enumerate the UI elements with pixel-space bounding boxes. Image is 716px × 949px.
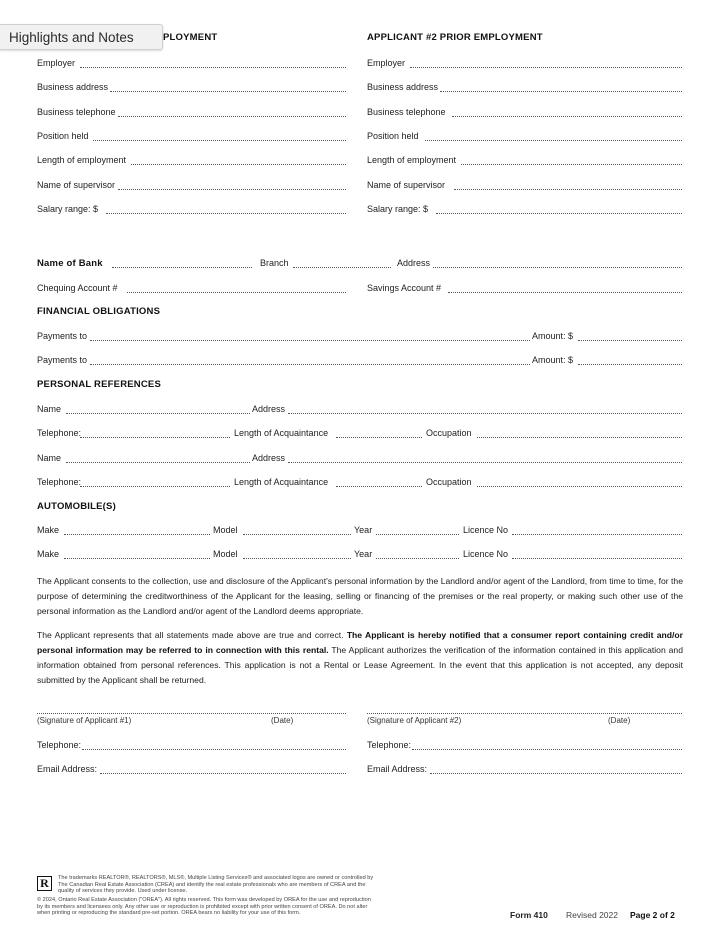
revised-date: Revised 2022	[566, 910, 618, 920]
representation-text-2: The Applicant authorizes the verification of the information contained in this application and information obtained from personal references. This application is not a Rental or Lease Agreement. In the event that this application is not accepted, any deposit submitted by the Applicant shall be returned.	[37, 645, 683, 685]
ref2-name-field[interactable]	[66, 462, 250, 463]
bank-name-label: Name of Bank	[37, 258, 103, 269]
a2-salary-field[interactable]	[436, 213, 682, 214]
realtor-logo: R	[37, 876, 52, 891]
a1-business-telephone-field[interactable]	[118, 116, 346, 117]
trademark-notice	[58, 875, 373, 895]
trademark-line-1: The trademarks REALTOR®, REALTORS®, MLS®, Multiple Listing Services® and associated logos are owned or controlled by	[58, 875, 374, 881]
ref2-occupation-label: Occupation	[426, 477, 472, 487]
bank-branch-label: Branch	[260, 258, 289, 268]
ref2-address-field[interactable]	[288, 462, 682, 463]
copyright-line-3: when printing or reproducing the standard pre-set portion. OREA bears no liability for your use of this form.	[37, 910, 301, 917]
bank-address-label: Address	[397, 258, 431, 268]
a1-salary-label: Salary range: $	[37, 204, 99, 214]
ref1-address-field[interactable]	[288, 413, 682, 414]
ref2-acquaintance-label: Length of Acquaintance	[234, 477, 329, 487]
sig2-email-label: Email Address:	[367, 764, 428, 774]
a1-employer-field[interactable]	[80, 67, 346, 68]
auto1-model-label: Model	[213, 525, 238, 535]
auto2-licence-field[interactable]	[512, 558, 682, 559]
amount-label-2: Amount: $	[532, 355, 574, 365]
chequing-account-label: Chequing Account #	[37, 283, 118, 293]
form-number: Form 410	[510, 910, 548, 920]
a2-business-address-label: Business address	[367, 82, 439, 92]
ref1-telephone-field[interactable]	[80, 437, 230, 438]
a2-position-held-field[interactable]	[425, 140, 682, 141]
a1-salary-field[interactable]	[106, 213, 346, 214]
auto2-year-field[interactable]	[376, 558, 459, 559]
a2-length-employment-field[interactable]	[461, 164, 682, 165]
auto1-year-label: Year	[354, 525, 373, 535]
ref1-address-label: Address	[252, 404, 286, 414]
chequing-account-field[interactable]	[127, 292, 346, 293]
personal-references-heading: PERSONAL REFERENCES	[37, 379, 161, 390]
auto1-licence-field[interactable]	[512, 534, 682, 535]
auto2-model-label: Model	[213, 549, 238, 559]
automobiles-heading: AUTOMOBILE(S)	[37, 501, 116, 512]
sig2-line[interactable]	[367, 713, 682, 714]
ref2-telephone-field[interactable]	[80, 486, 230, 487]
representation-paragraph	[37, 628, 683, 688]
sig1-telephone-field[interactable]	[82, 749, 346, 750]
consumer-report-notice: The Applicant is hereby notified that a consumer report containing credit and/or personal information may be referred to in connection with this rental.	[37, 630, 683, 655]
bank-branch-field[interactable]	[293, 267, 391, 268]
a1-supervisor-label: Name of supervisor	[37, 180, 116, 190]
a2-supervisor-label: Name of supervisor	[367, 180, 446, 190]
a1-length-employment-label: Length of employment	[37, 155, 127, 165]
payments-to-field-2[interactable]	[90, 364, 530, 365]
auto1-licence-label: Licence No	[463, 525, 509, 535]
copyright-line-1: © 2024, Ontario Real Estate Association ("OREA"). All rights reserved. This form was developed by OREA for the use and reproduction	[37, 897, 371, 903]
a1-supervisor-field[interactable]	[118, 189, 346, 190]
auto2-make-field[interactable]	[64, 558, 210, 559]
ref1-name-field[interactable]	[66, 413, 250, 414]
bank-address-field[interactable]	[433, 267, 682, 268]
savings-account-field[interactable]	[448, 292, 682, 293]
a1-length-employment-field[interactable]	[131, 164, 346, 165]
sig1-date-label: (Date)	[271, 716, 294, 725]
ref1-occupation-label: Occupation	[426, 428, 472, 438]
auto1-make-label: Make	[37, 525, 60, 535]
a2-position-held-label: Position held	[367, 131, 419, 141]
a2-employer-field[interactable]	[410, 67, 682, 68]
sig1-line[interactable]	[37, 713, 346, 714]
trademark-line-3: quality of services they provide. Used under license.	[58, 888, 188, 895]
auto1-model-field[interactable]	[243, 534, 351, 535]
page-number: Page 2 of 2	[630, 910, 675, 920]
ref2-occupation-field[interactable]	[477, 486, 682, 487]
savings-account-label: Savings Account #	[367, 283, 442, 293]
ref2-acquaintance-field[interactable]	[336, 486, 422, 487]
highlights-and-notes-tab[interactable]: Highlights and Notes	[0, 24, 163, 50]
a2-salary-label: Salary range: $	[367, 204, 429, 214]
consent-paragraph: The Applicant consents to the collection, use and disclosure of the Applicant's personal information by the Landlord and/or agent of the Landlord, from time to time, for the purpose of determining the creditworthiness of the Applicant for the leasing, selling or financing of the premises or the real property, or making such other use of the personal information as the Landlord and/or agent of the Landlord deems appropriate.	[37, 576, 683, 616]
ref1-occupation-field[interactable]	[477, 437, 682, 438]
trademark-line-2: The Canadian Real Estate Association (CREA) and identify the real estate professionals who are members of CREA and the	[58, 881, 366, 888]
a2-employer-label: Employer	[367, 58, 406, 68]
financial-obligations-heading: FINANCIAL OBLIGATIONS	[37, 306, 161, 317]
copyright-line-2: by its members and licensees only. Any other use or reproduction is prohibited except with prior written consent of OREA. Do not alter	[37, 903, 368, 910]
payments-to-label-1: Payments to	[37, 331, 88, 341]
sig2-date-label: (Date)	[608, 716, 631, 725]
applicant1-employment-heading: PLOYMENT	[163, 32, 218, 43]
ref1-acquaintance-label: Length of Acquaintance	[234, 428, 329, 438]
a2-business-telephone-field[interactable]	[452, 116, 682, 117]
auto2-year-label: Year	[354, 549, 373, 559]
sig2-email-field[interactable]	[430, 773, 682, 774]
a2-supervisor-field[interactable]	[454, 189, 682, 190]
amount-field-2[interactable]	[578, 364, 682, 365]
ref2-name-label: Name	[37, 453, 62, 463]
auto2-licence-label: Licence No	[463, 549, 509, 559]
auto2-make-label: Make	[37, 549, 60, 559]
sig1-email-field[interactable]	[100, 773, 346, 774]
ref1-telephone-label: Telephone:	[37, 428, 82, 438]
copyright-notice	[37, 897, 371, 917]
payments-to-field-1[interactable]	[90, 340, 530, 341]
ref1-name-label: Name	[37, 404, 62, 414]
sig1-email-label: Email Address:	[37, 764, 98, 774]
auto1-year-field[interactable]	[376, 534, 459, 535]
auto1-make-field[interactable]	[64, 534, 210, 535]
ref1-acquaintance-field[interactable]	[336, 437, 422, 438]
sig2-telephone-field[interactable]	[412, 749, 682, 750]
ref2-telephone-label: Telephone:	[37, 477, 82, 487]
a2-business-address-field[interactable]	[440, 91, 682, 92]
ref2-address-label: Address	[252, 453, 286, 463]
amount-label-1: Amount: $	[532, 331, 574, 341]
bank-name-field[interactable]	[112, 267, 252, 268]
a2-length-employment-label: Length of employment	[367, 155, 457, 165]
applicant2-employment-heading: APPLICANT #2 PRIOR EMPLOYMENT	[367, 32, 543, 43]
a1-business-address-field[interactable]	[110, 91, 346, 92]
sig1-telephone-label: Telephone:	[37, 740, 82, 750]
a1-business-address-label: Business address	[37, 82, 109, 92]
a1-position-held-label: Position held	[37, 131, 89, 141]
representation-text-1: The Applicant represents that all statements made above are true and correct.	[37, 630, 347, 640]
a2-business-telephone-label: Business telephone	[367, 107, 446, 117]
payments-to-label-2: Payments to	[37, 355, 88, 365]
auto2-model-field[interactable]	[243, 558, 351, 559]
sig2-label: (Signature of Applicant #2)	[367, 716, 462, 725]
a1-position-held-field[interactable]	[93, 140, 346, 141]
sig1-label: (Signature of Applicant #1)	[37, 716, 132, 725]
amount-field-1[interactable]	[578, 340, 682, 341]
a1-employer-label: Employer	[37, 58, 76, 68]
sig2-telephone-label: Telephone:	[367, 740, 412, 750]
a1-business-telephone-label: Business telephone	[37, 107, 116, 117]
